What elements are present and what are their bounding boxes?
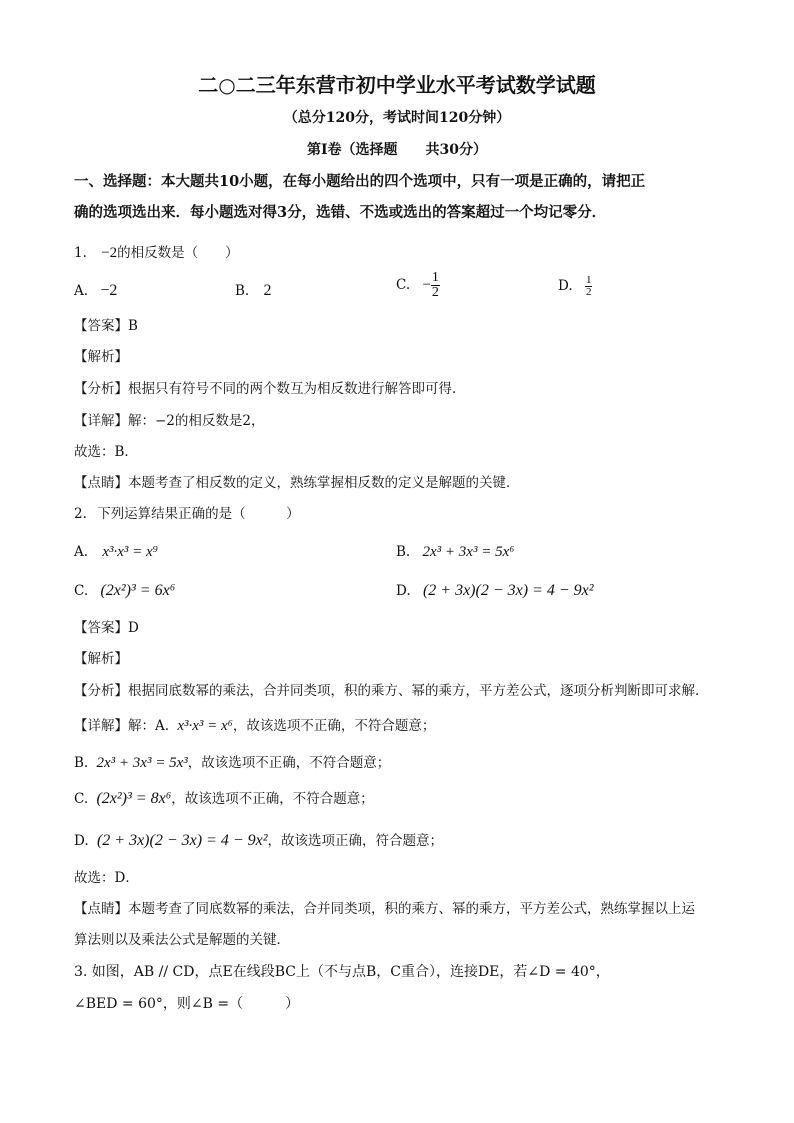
- question-1-stem: [74, 243, 239, 263]
- option-c: [74, 580, 175, 602]
- analysis-tag: 【解析】: [74, 349, 128, 365]
- option-d: [558, 275, 592, 298]
- answer-tag: 【答案】B: [74, 318, 138, 334]
- option-label: D.: [74, 833, 89, 849]
- math-expression: 2x³ + 3x³ = 5x⁶: [422, 544, 515, 560]
- fraction: [585, 275, 593, 298]
- question-text: 的相反数是（ ）: [117, 245, 239, 261]
- detail-option-a: [74, 716, 435, 736]
- option-label: C.: [74, 583, 89, 599]
- option-b: [235, 280, 272, 302]
- question-3-stem-cont: ∠BED = 60°，则∠B =（ ）: [74, 996, 300, 1012]
- fraction-denominator: 2: [585, 286, 592, 298]
- instruction-line-1: 一、选择题：本大题共10小题，在每小题给出的四个选项中，只有一项是正确的，请把正: [74, 173, 646, 190]
- option-label: B.: [74, 755, 89, 771]
- analysis-text: 【分析】根据只有符号不同的两个数互为相反数进行解答即可得．: [74, 381, 466, 397]
- question-text: 下列运算结果正确的是（ ）: [97, 506, 300, 522]
- question-2-stem: [74, 504, 300, 524]
- comment-text: 【点睛】本题考查了同底数幂的乘法，合并同类项，积的乘方、幂的乘方，平方差公式，熟练掌握以上运: [74, 901, 695, 917]
- math-expression: (2 + 3x)(2 − 3x) = 4 − 9x²: [422, 582, 594, 599]
- fraction-numerator: 1: [585, 274, 592, 286]
- analysis-text: 【分析】根据同底数幂的乘法，合并同类项，积的乘方、幂的乘方，平方差公式，逐项分析判断即可求解．: [74, 683, 709, 699]
- option-label: C.: [74, 791, 89, 807]
- option-a: [74, 280, 117, 302]
- detail-option-d: [74, 831, 443, 851]
- option-label: B.: [396, 544, 411, 560]
- question-number: 1.: [74, 245, 87, 261]
- choice-text: 故选：B．: [74, 444, 138, 460]
- option-a: [74, 541, 158, 563]
- option-value: −2: [100, 282, 118, 299]
- math-expression: x³·x³ = x⁹: [102, 544, 158, 560]
- comment-text: 算法则以及乘法公式是解题的关键．: [74, 932, 290, 948]
- detail-tail: ，故该选项不正确，不符合题意；: [187, 755, 391, 771]
- comment-text: 【点睛】本题考查了相反数的定义，熟练掌握相反数的定义是解题的关键．: [74, 475, 520, 491]
- exam-meta: （总分120分，考试时间120分钟）: [283, 110, 511, 126]
- math-expression: x³·x³ = x⁶: [177, 718, 233, 734]
- option-label: C.: [396, 277, 411, 293]
- detail-option-c: [74, 789, 374, 809]
- option-b: [396, 541, 514, 563]
- detail-prefix: 【详解】解：A.: [74, 718, 170, 734]
- fraction-numerator: 1: [431, 270, 439, 285]
- fraction-denominator: 2: [431, 285, 439, 300]
- page-title: 二○二三年东营市初中学业水平考试数学试题: [198, 73, 596, 97]
- math-expression: (2x²)³ = 8x⁶: [96, 790, 172, 807]
- math-expression: (2 + 3x)(2 − 3x) = 4 − 9x²: [96, 832, 268, 849]
- option-label: B.: [235, 283, 250, 299]
- option-sign: −: [422, 277, 431, 293]
- analysis-tag: 【解析】: [74, 651, 128, 667]
- fraction: [431, 271, 440, 300]
- choice-text: 故选：D．: [74, 870, 139, 886]
- section-heading: 第Ⅰ卷（选择题 共30分）: [306, 142, 488, 158]
- math-expression: (2x²)³ = 6x⁶: [100, 582, 176, 599]
- answer-tag: 【答案】D: [74, 620, 139, 636]
- option-value: 2: [263, 282, 272, 299]
- option-label: A.: [74, 283, 89, 299]
- detail-text: 【详解】解：−2的相反数是2，: [74, 413, 265, 429]
- detail-tail: ，故该选项正确，符合题意；: [267, 833, 444, 849]
- math-expression: 2x³ + 3x³ = 5x³: [96, 755, 188, 771]
- detail-tail: ，故该选项不正确，不符合题意；: [171, 791, 374, 807]
- detail-tail: ，故该选项不正确，不符合题意；: [232, 718, 436, 734]
- option-label: D.: [396, 583, 411, 599]
- math-expression: −2: [101, 245, 118, 261]
- instruction-line-2: 确的选项选出来．每小题选对得3分，选错、不选或选出的答案超过一个均记零分．: [74, 204, 607, 221]
- option-c: [396, 271, 440, 300]
- question-number: 2.: [74, 506, 87, 522]
- question-3-stem: 3. 如图，AB // CD，点E在线段BC上（不与点B，C重合），连接DE，若∠D = 40°，: [74, 964, 610, 980]
- detail-option-b: [74, 753, 390, 773]
- option-label: A.: [74, 544, 89, 560]
- option-d: [396, 580, 594, 602]
- option-label: D.: [558, 278, 573, 294]
